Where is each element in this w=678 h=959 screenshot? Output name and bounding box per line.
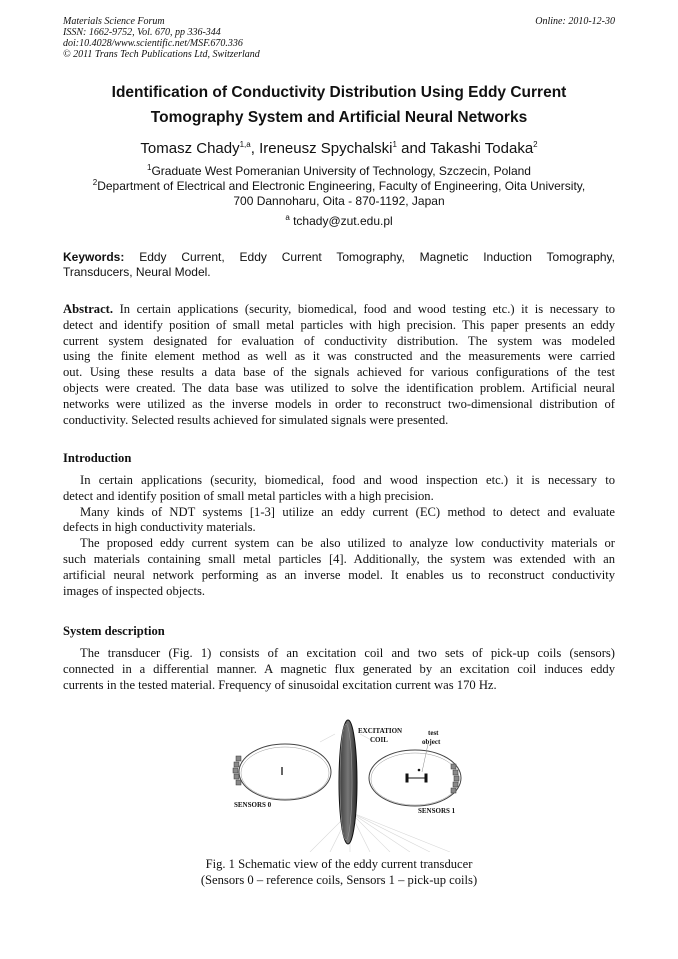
keywords-line-1 (63, 250, 615, 265)
abstract-line: current system designated for evaluation of conductivity distribution. The system was modeled (63, 333, 615, 348)
abstract-line: objects were created. The data base was utilized to solve the identification problem. Artificial neural (63, 380, 615, 395)
system-line: currents in the tested material. Frequency of sinusoidal excitation current was 170 Hz. (63, 677, 497, 692)
abstract-line: using the finite element method as well as it was constructed and the measurements were carried (63, 349, 615, 364)
affiliation-2-text: Department of Electrical and Electronic Engineering, Faculty of Engineering, Oita University, (97, 179, 586, 193)
author-sep-1: , (250, 140, 260, 157)
test-label-1: test (428, 729, 439, 737)
test-label-2: object (422, 738, 441, 746)
affiliation-2-sup: 2 (92, 178, 98, 187)
system-line: connected in a differential manner. A magnetic flux generated by an excitation coil induces eddy (63, 661, 615, 676)
keywords (63, 250, 615, 280)
transducer-figure (200, 712, 490, 852)
affiliation-1-sup: 1 (147, 163, 152, 172)
sensors-0-coils (233, 756, 241, 785)
intro-line: images of inspected objects. (63, 583, 205, 598)
author-3: Takashi Todaka (430, 140, 534, 157)
author-2: Ireneusz Spychalski (259, 140, 393, 157)
email-line (60, 214, 618, 229)
author-sep-2: and (396, 140, 431, 157)
system-body (63, 646, 615, 693)
doi-line: doi:10.4028/www.scientific.net/MSF.670.336 (63, 38, 243, 49)
introduction-body (63, 473, 615, 599)
keywords-text-1: Eddy Current, Eddy Current Tomography, Magnetic Induction Tomography, (124, 250, 615, 264)
title-line-1: Identification of Conductivity Distribution Using Eddy Current (111, 84, 567, 101)
affiliation-2 (60, 179, 618, 194)
abstract-line: conductivity. Selected results achieved for simulated signals were presented. (63, 412, 449, 427)
abstract-line: networks were utilized as the inverse models in order to reconstruct two-dimensional distribution of (63, 396, 615, 411)
abstract (63, 302, 615, 428)
sensors-0-ring-inner (241, 747, 329, 799)
email-link[interactable]: tchady@zut.edu.pl (289, 214, 393, 228)
excitation-label-1: EXCITATION (358, 727, 403, 735)
caption-line-1: Fig. 1 Schematic view of the eddy current transducer (205, 857, 473, 871)
test-object-leader (422, 744, 428, 772)
copyright-line: © 2011 Trans Tech Publications Ltd, Switzerland (63, 49, 260, 60)
author-1: Tomasz Chady (140, 140, 240, 157)
online-date: Online: 2010-12-30 (535, 16, 615, 27)
keywords-label: Keywords: (63, 250, 125, 264)
intro-line: defects in high conductivity materials. (63, 520, 256, 535)
title-line-2: Tomography System and Artificial Neural Networks (150, 109, 528, 126)
author-3-sup: 2 (533, 140, 538, 149)
intro-line: detect and identify position of small metal particles with a high precision. (63, 488, 434, 503)
author-list (60, 140, 618, 157)
excitation-coil (339, 720, 357, 844)
sensors-0-label: SENSORS 0 (234, 801, 272, 809)
author-1-sup: 1,a (239, 140, 251, 149)
abstract-line: detect and identify position of small metal particles with high precision. This paper presents an eddy (63, 317, 615, 332)
journal-name: Materials Science Forum (63, 16, 165, 27)
keywords-line-2: Transducers, Neural Model. (63, 265, 211, 279)
system-line: The transducer (Fig. 1) consists of an excitation coil and two sets of pick-up coils (sensors) (80, 646, 615, 660)
intro-line: In certain applications (security, biomedical, food and wood inspection etc.) it is necessary to (80, 473, 615, 487)
journal-header (63, 16, 363, 60)
email-sup: a (285, 213, 290, 222)
author-2-sup: 1 (392, 140, 397, 149)
caption-line-2: (Sensors 0 – reference coils, Sensors 1 – pick-up coils) (200, 873, 478, 887)
abstract-line: out. Using these results a data base of the signals achieved for various configurations of the test (63, 365, 615, 380)
abstract-line: Abstract. In certain applications (security, biomedical, food and wood testing etc.) it is necessary to (63, 302, 615, 316)
issn-line: ISSN: 1662-9752, Vol. 670, pp 336-344 (63, 27, 221, 38)
reference-marker (281, 767, 283, 775)
test-object (406, 769, 427, 782)
figure-caption (60, 856, 618, 888)
intro-line: Many kinds of NDT systems [1-3] utilize an eddy current (EC) method to detect and evaluate (80, 504, 615, 519)
sensors-0-ring (239, 744, 331, 800)
affiliation-1-text: Graduate West Pomeranian University of Technology, Szczecin, Poland (151, 164, 531, 178)
excitation-label-2: COIL (370, 736, 388, 744)
sensors-1-ring-inner (371, 753, 459, 805)
introduction-heading: Introduction (63, 451, 132, 465)
intro-line: artificial neural network performing as an inverse model. It enables us to reconstruct conductivity (63, 567, 615, 582)
intro-line: The proposed eddy current system can be also utilized to analyze low conductivity materials or (80, 536, 615, 551)
affiliation-2-address: 700 Dannoharu, Oita - 870-1192, Japan (233, 194, 445, 208)
intro-line: such materials containing small metal particles [4]. Additionally, the system was extended with an (63, 551, 615, 566)
system-heading: System description (63, 624, 165, 638)
affiliation-1 (60, 164, 618, 179)
paper-title (60, 80, 618, 130)
sensors-1-label: SENSORS 1 (418, 807, 456, 815)
affiliations (60, 164, 618, 229)
abstract-label: Abstract. (63, 302, 114, 316)
